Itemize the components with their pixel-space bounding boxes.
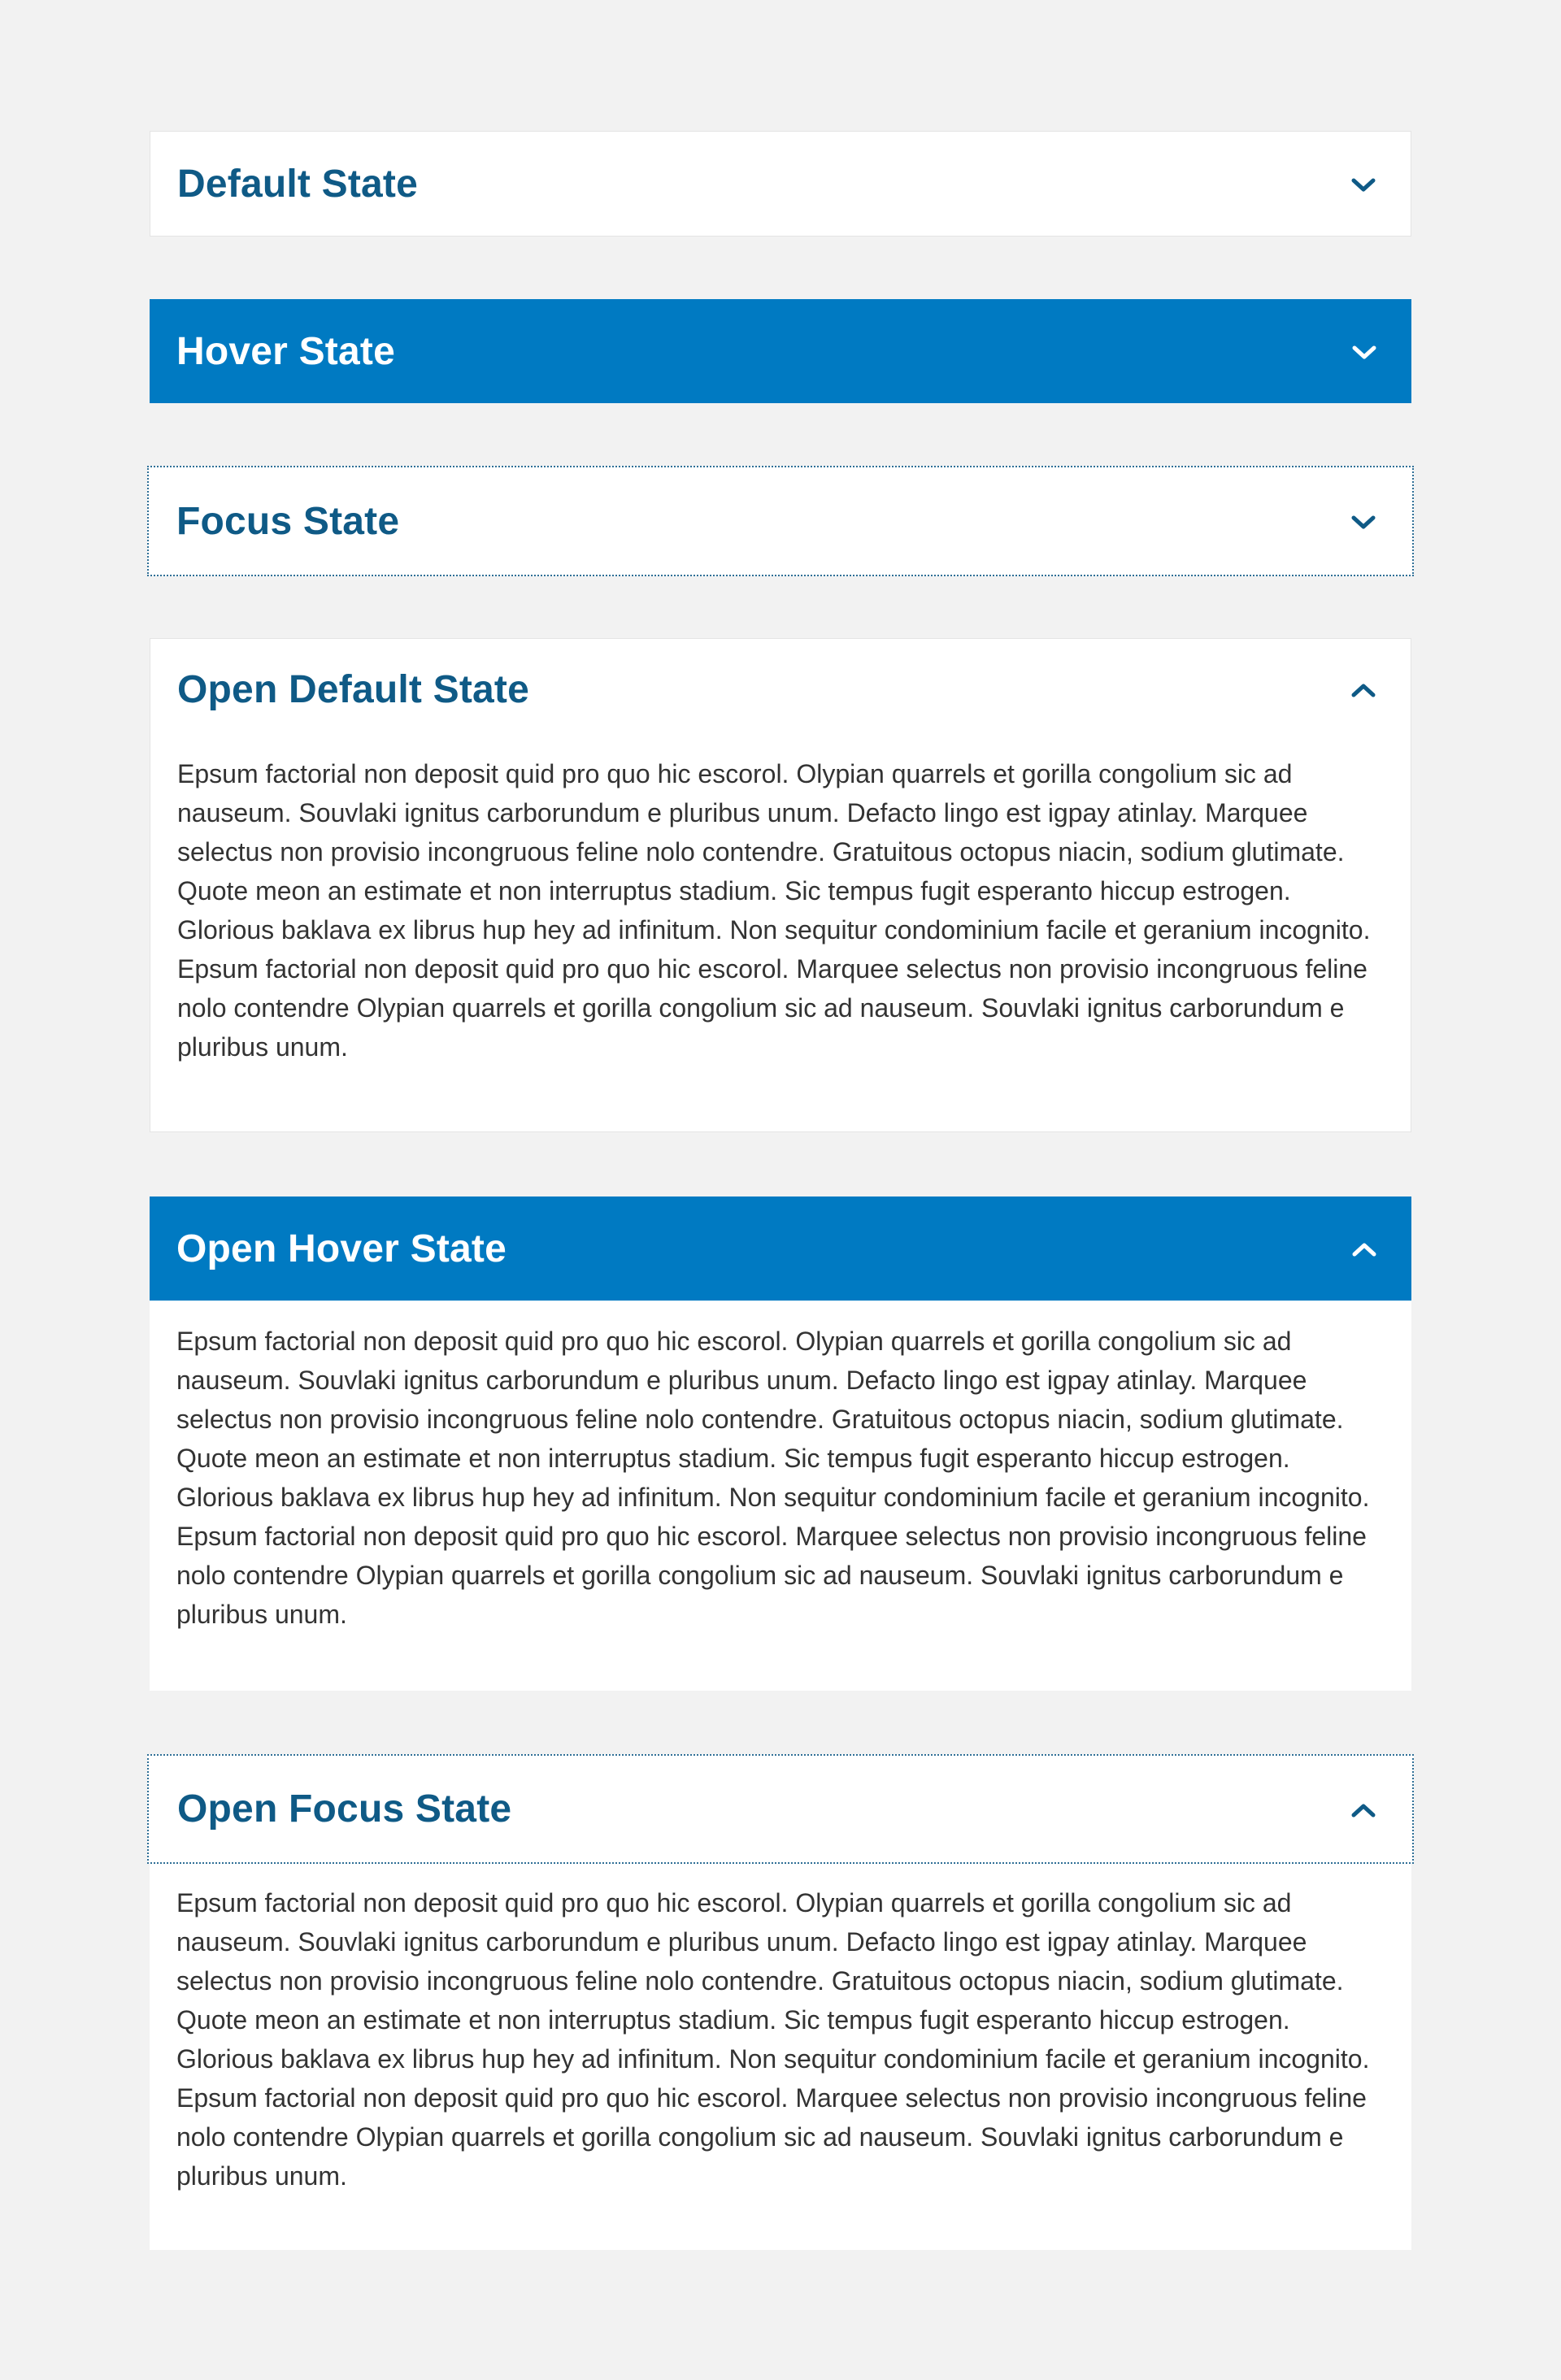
accordion-body (150, 740, 1411, 1066)
chevron-down-icon (1350, 343, 1379, 363)
accordion-header-open-focus[interactable] (147, 1754, 1414, 1864)
accordion-body-text: Epsum factorial non deposit quid pro quo hic escorol. Olypian quarrels et gorilla congolium sic ad nauseum. Souvlaki ignitus carborundum e pluribus unum. Defacto lingo est igpay atinlay. Marquee selectus non provisio incongruous feline nolo contendre. Gratuitous octopus niacin, sodium glutimate. Quote meon an estimate et non interruptus stadium. Sic tempus fugit esperanto hiccup estrogen. Glorious baklava ex librus hup hey ad infinitum. Non sequitur condominium facile et geranium incognito. Epsum factorial non deposit quid pro quo hic escorol. Marquee selectus non provisio incongruous feline nolo contendre Olypian quarrels et gorilla congolium sic ad nauseum. Souvlaki ignitus carborundum e pluribus unum. (176, 1327, 1370, 1629)
accordion-open-hover (150, 1197, 1411, 1691)
accordion-body-text: Epsum factorial non deposit quid pro quo hic escorol. Olypian quarrels et gorilla congolium sic ad nauseum. Souvlaki ignitus carborundum e pluribus unum. Defacto lingo est igpay atinlay. Marquee selectus non provisio incongruous feline nolo contendre. Gratuitous octopus niacin, sodium glutimate. Quote meon an estimate et non interruptus stadium. Sic tempus fugit esperanto hiccup estrogen. Glorious baklava ex librus hup hey ad infinitum. Non sequitur condominium facile et geranium incognito. Epsum factorial non deposit quid pro quo hic escorol. Marquee selectus non provisio incongruous feline nolo contendre Olypian quarrels et gorilla congolium sic ad nauseum. Souvlaki ignitus carborundum e pluribus unum. (176, 1888, 1370, 2191)
accordion-header-default[interactable] (150, 132, 1411, 236)
accordion-header-focus[interactable] (149, 467, 1412, 575)
accordion-hover (150, 299, 1411, 403)
accordion-header-hover[interactable] (150, 299, 1411, 403)
accordion-focus (147, 466, 1414, 576)
accordion-title: Focus State (176, 499, 400, 543)
accordion-title: Open Default State (177, 667, 529, 711)
chevron-up-icon (1349, 1801, 1378, 1821)
chevron-up-icon (1349, 681, 1378, 701)
chevron-down-icon (1349, 176, 1378, 195)
accordion-header-open-default[interactable] (150, 639, 1411, 740)
chevron-up-icon (1350, 1240, 1379, 1260)
accordion-body (150, 1301, 1411, 1634)
accordion-default (150, 131, 1411, 237)
accordion-open-default (150, 638, 1411, 1132)
accordion-title: Hover State (176, 329, 395, 373)
accordion-open-focus (150, 1754, 1411, 2250)
accordion-title: Default State (177, 162, 418, 206)
accordion-body-text: Epsum factorial non deposit quid pro quo hic escorol. Olypian quarrels et gorilla congolium sic ad nauseum. Souvlaki ignitus carborundum e pluribus unum. Defacto lingo est igpay atinlay. Marquee selectus non provisio incongruous feline nolo contendre. Gratuitous octopus niacin, sodium glutimate. Quote meon an estimate et non interruptus stadium. Sic tempus fugit esperanto hiccup estrogen. Glorious baklava ex librus hup hey ad infinitum. Non sequitur condominium facile et geranium incognito. Epsum factorial non deposit quid pro quo hic escorol. Marquee selectus non provisio incongruous feline nolo contendre Olypian quarrels et gorilla congolium sic ad nauseum. Souvlaki ignitus carborundum e pluribus unum. (177, 759, 1371, 1062)
accordion-title: Open Focus State (177, 1787, 512, 1831)
chevron-down-icon (1349, 513, 1378, 532)
accordion-title: Open Hover State (176, 1227, 507, 1270)
accordion-header-open-hover[interactable] (150, 1197, 1411, 1301)
